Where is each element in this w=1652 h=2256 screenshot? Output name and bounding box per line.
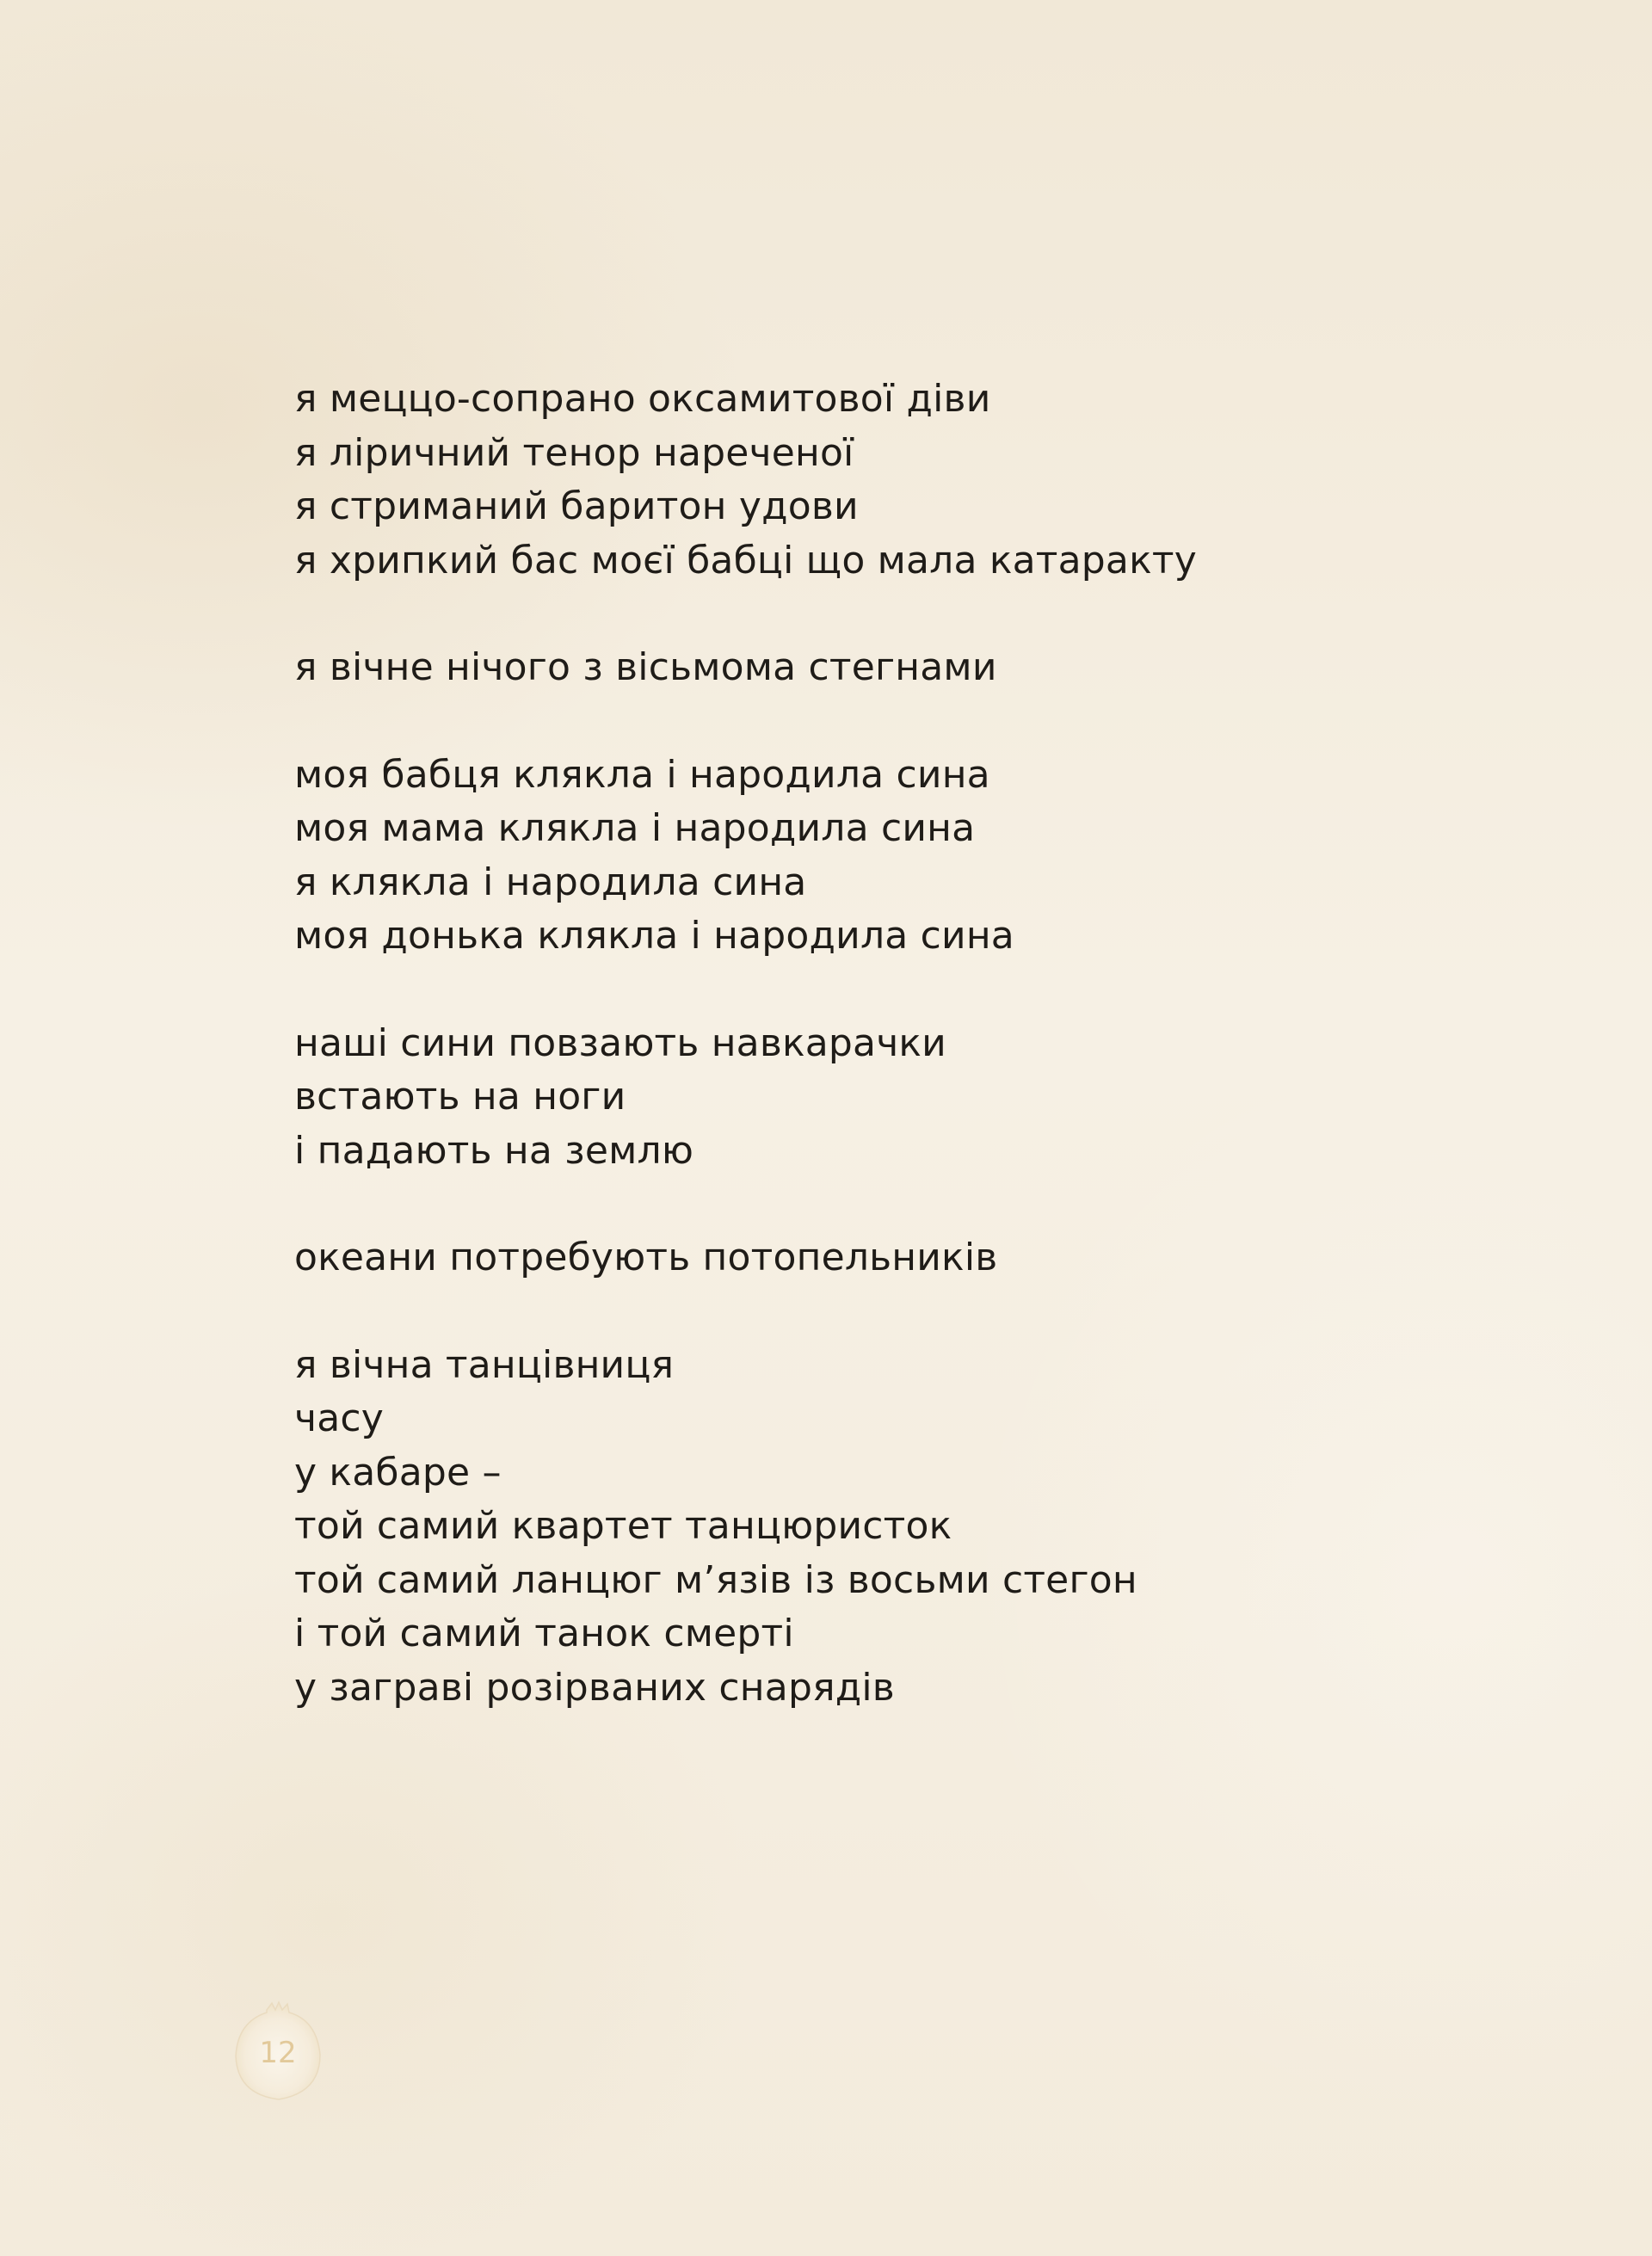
poem-line: той самий квартет танцюристок [294, 1504, 952, 1548]
poem-line: часу [294, 1396, 384, 1440]
poem-line: я вічне нічого з вісьмома стегнами [294, 645, 997, 689]
stanza-1 [294, 373, 1499, 588]
poem-line: і той самий танок смерті [294, 1612, 794, 1655]
poem-line: я стриманий баритон удови [294, 484, 859, 528]
stanza-4 [294, 1017, 1499, 1179]
poem-line: я вічна танцівниця [294, 1342, 675, 1387]
poem-line: встають на ноги [294, 1075, 626, 1119]
stanza-6 [294, 1339, 1499, 1716]
stanza-2 [294, 641, 1499, 695]
poem-line: моя бабця клякла і народила сина [294, 752, 990, 797]
poem [294, 373, 1499, 1768]
poem-line: у кабаре – [294, 1450, 502, 1495]
poem-line: моя мама клякла і народила сина [294, 806, 976, 850]
stanza-5 [294, 1231, 1499, 1285]
poem-line: моя донька клякла і народила сина [294, 914, 1014, 958]
poem-line: я меццо-сопрано оксамитової діви [294, 377, 991, 421]
page-number: 12 [259, 2036, 297, 2070]
poem-line: я хрипкий бас моєї бабці що мала катаракту [294, 538, 1197, 582]
poem-line: і падають на землю [294, 1128, 694, 1173]
poem-line: наші сини повзають навкарачки [294, 1020, 946, 1065]
stanza-3 [294, 749, 1499, 964]
poem-line: я клякла і народила сина [294, 860, 807, 904]
poem-line: я ліричний тенор нареченої [294, 430, 854, 475]
poem-line: той самий ланцюг м’язів із восьми стегон [294, 1557, 1137, 1602]
poem-line: океани потребують потопельників [294, 1236, 998, 1279]
poem-line: у заграві розірваних снарядів [294, 1665, 895, 1710]
page-number-badge [222, 1998, 334, 2110]
